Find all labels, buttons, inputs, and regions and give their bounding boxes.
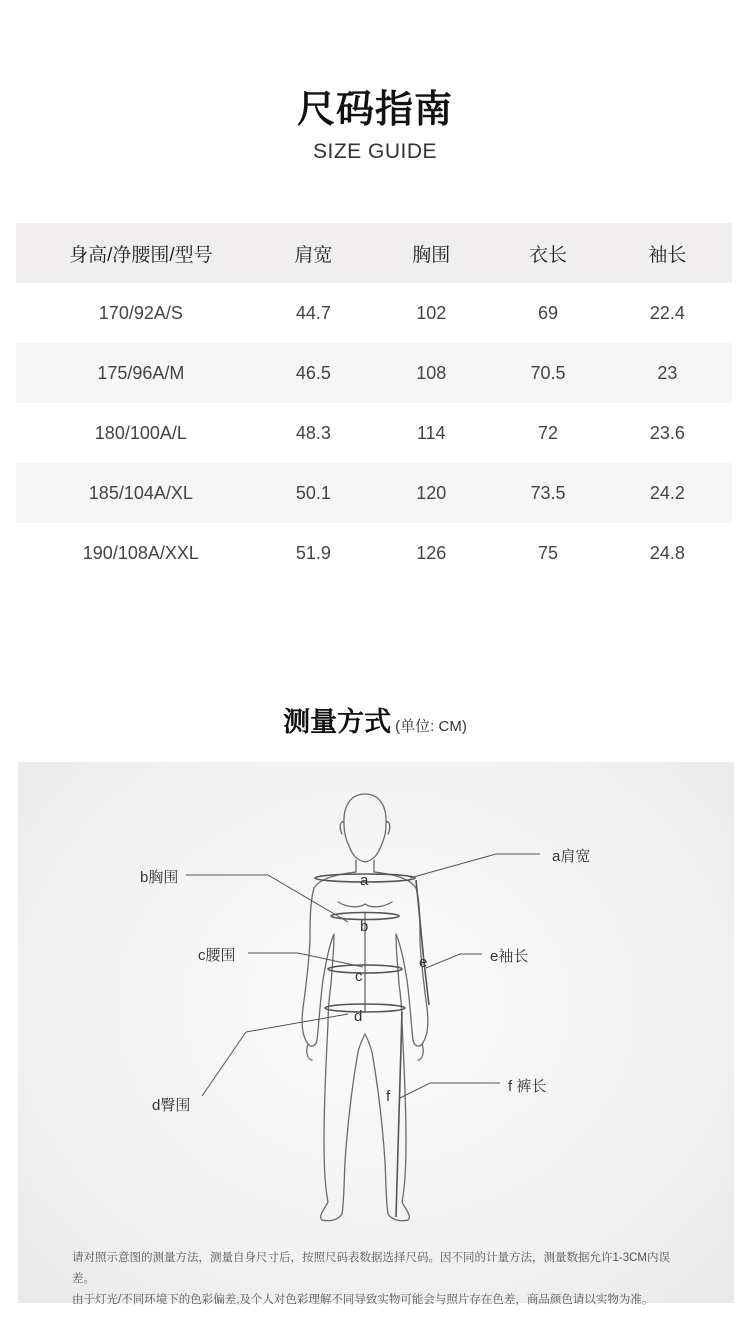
- body-figure-illustration: [18, 762, 734, 1303]
- size-notes: [72, 1248, 692, 1311]
- table-cell: 75: [538, 542, 559, 563]
- column-header: 袖长: [648, 244, 687, 266]
- column-header: 身高/净腰围/型号: [69, 244, 213, 266]
- page-subtitle: SIZE GUIDE: [312, 140, 438, 163]
- table-row: [16, 463, 732, 523]
- table-cell: 23.6: [649, 422, 685, 443]
- measurement-heading: 测量方式: [283, 707, 392, 737]
- table-cell: 24.8: [649, 542, 685, 563]
- table-cell: 102: [416, 302, 447, 323]
- table-cell: 70.5: [530, 362, 566, 383]
- table-cell: 73.5: [530, 482, 566, 503]
- table-row: [16, 343, 732, 403]
- size-table: [16, 223, 732, 583]
- table-cell: 170/92A/S: [98, 302, 183, 323]
- table-cell: 108: [416, 362, 447, 383]
- marker-b: b: [360, 918, 369, 935]
- marker-f: f: [386, 1088, 391, 1105]
- column-header: 胸围: [412, 244, 451, 266]
- label-pant-length: f 裤长: [508, 1078, 547, 1095]
- table-row: [16, 523, 732, 583]
- table-row: [16, 283, 732, 343]
- marker-d: d: [354, 1008, 363, 1025]
- measurement-title: [0, 700, 750, 739]
- table-cell: 22.4: [649, 302, 685, 323]
- table-cell: 180/100A/L: [94, 422, 187, 443]
- measurement-diagram: [18, 762, 734, 1306]
- table-cell: 23: [657, 362, 678, 383]
- table-cell: 190/108A/XXL: [82, 542, 199, 563]
- note-line: 请对照示意图的测量方法，测量自身尺寸后，按照尺码表数据选择尺码。因不同的计量方法，测量数据允许1-3CM内误差。: [72, 1252, 670, 1285]
- table-header: [16, 223, 732, 283]
- table-cell: 114: [416, 422, 446, 443]
- table-cell: 50.1: [295, 482, 331, 503]
- marker-c: c: [355, 968, 363, 985]
- table-cell: 72: [538, 422, 559, 443]
- note-line: 由于灯光/不同环境下的色彩偏差,及个人对色彩理解不同导致实物可能会与照片存在色差，商品颜色请以实物为准。: [72, 1294, 654, 1306]
- page-title: 尺码指南: [296, 89, 453, 131]
- label-chest: b胸围: [140, 869, 179, 886]
- marker-e: e: [419, 954, 428, 971]
- table-cell: 48.3: [295, 422, 331, 443]
- table-cell: 175/96A/M: [97, 362, 185, 383]
- label-sleeve-length: e袖长: [490, 948, 529, 965]
- table-cell: 51.9: [295, 542, 331, 563]
- label-hip: d臀围: [152, 1097, 191, 1114]
- measurement-unit: (单位: CM): [395, 718, 467, 735]
- table-cell: 44.7: [295, 302, 331, 323]
- table-cell: 46.5: [295, 362, 331, 383]
- table-cell: 24.2: [649, 482, 685, 503]
- table-cell: 120: [416, 482, 447, 503]
- label-shoulder-width: a肩宽: [552, 848, 591, 865]
- table-cell: 126: [416, 542, 447, 563]
- column-header: 衣长: [529, 244, 568, 266]
- table-cell: 185/104A/XL: [88, 482, 193, 503]
- table-row: [16, 403, 732, 463]
- marker-a: a: [360, 872, 369, 889]
- column-header: 肩宽: [294, 244, 333, 266]
- table-cell: 69: [538, 302, 559, 323]
- label-waist: c腰围: [198, 947, 236, 964]
